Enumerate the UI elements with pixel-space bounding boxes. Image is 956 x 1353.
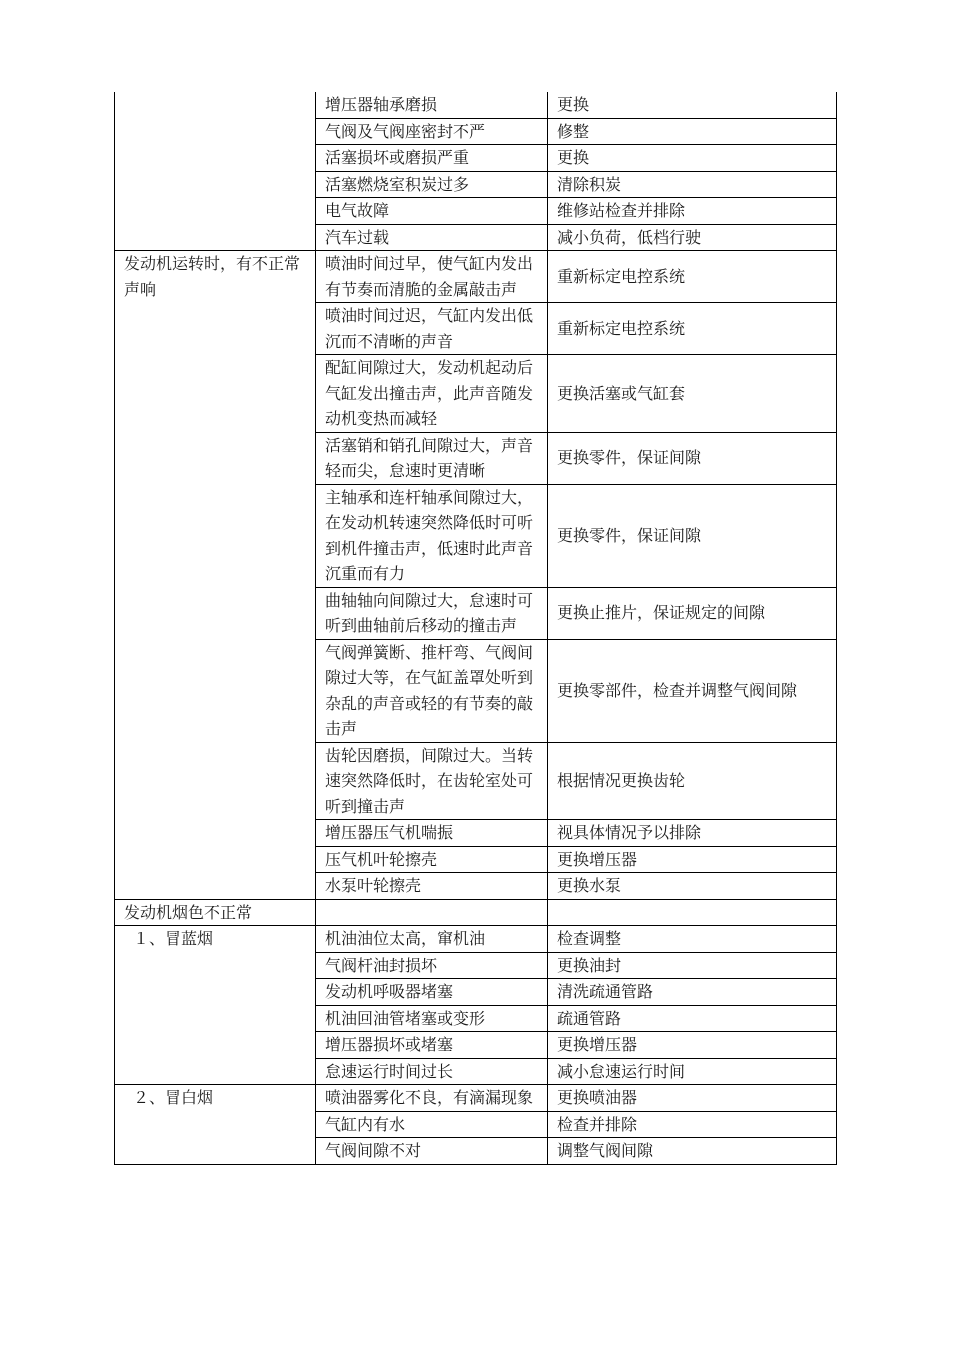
remedy-cell: 更换: [548, 145, 837, 172]
remedy-cell: 检查调整: [548, 926, 837, 953]
cause-cell: 喷油时间过早，使气缸内发出有节奏而清脆的金属敲击声: [316, 251, 548, 303]
cause-cell: 气阀间隙不对: [316, 1138, 548, 1165]
remedy-cell: 减小负荷，低档行驶: [548, 224, 837, 251]
cause-cell: 配缸间隙过大，发动机起动后气缸发出撞击声，此声音随发动机变热而减轻: [316, 355, 548, 433]
category-cell: １、冒蓝烟: [115, 926, 316, 1085]
remedy-cell: 重新标定电控系统: [548, 303, 837, 355]
cause-cell: 气阀及气阀座密封不严: [316, 118, 548, 145]
remedy-cell: 更换水泵: [548, 873, 837, 900]
remedy-cell: 视具体情况予以排除: [548, 820, 837, 847]
remedy-cell: 更换零件，保证间隙: [548, 484, 837, 587]
category-cell: 发动机运转时，有不正常声响: [115, 251, 316, 900]
table-row: [115, 926, 837, 953]
remedy-cell: 调整气阀间隙: [548, 1138, 837, 1165]
cause-cell: 电气故障: [316, 198, 548, 225]
remedy-cell: 更换零件，保证间隙: [548, 432, 837, 484]
table-row: [115, 251, 837, 303]
remedy-cell: 疏通管路: [548, 1005, 837, 1032]
cause-cell: 活塞燃烧室积炭过多: [316, 171, 548, 198]
cause-cell: 活塞损坏或磨损严重: [316, 145, 548, 172]
cause-cell: 增压器压气机喘振: [316, 820, 548, 847]
remedy-cell: 更换增压器: [548, 1032, 837, 1059]
cause-cell: 曲轴轴向间隙过大，怠速时可听到曲轴前后移动的撞击声: [316, 587, 548, 639]
fault-table: [114, 92, 837, 1165]
cause-cell: 气阀弹簧断、推杆弯、气阀间隙过大等，在气缸盖罩处听到杂乱的声音或轻的有节奏的敲击声: [316, 639, 548, 742]
table-row: [115, 1085, 837, 1112]
remedy-cell: 减小怠速运行时间: [548, 1058, 837, 1085]
cause-cell: 增压器轴承磨损: [316, 92, 548, 118]
remedy-cell: 根据情况更换齿轮: [548, 742, 837, 820]
category-cell: [115, 92, 316, 251]
cause-cell: [316, 899, 548, 926]
cause-cell: 机油回油管堵塞或变形: [316, 1005, 548, 1032]
cause-cell: 增压器损坏或堵塞: [316, 1032, 548, 1059]
cause-cell: 机油油位太高，窜机油: [316, 926, 548, 953]
remedy-cell: 更换油封: [548, 952, 837, 979]
cause-cell: 水泵叶轮擦壳: [316, 873, 548, 900]
cause-cell: 怠速运行时间过长: [316, 1058, 548, 1085]
cause-cell: 喷油器雾化不良，有滴漏现象: [316, 1085, 548, 1112]
remedy-cell: 更换止推片，保证规定的间隙: [548, 587, 837, 639]
remedy-cell: 重新标定电控系统: [548, 251, 837, 303]
cause-cell: 气阀杆油封损坏: [316, 952, 548, 979]
table-row: [115, 899, 837, 926]
category-cell: ２、冒白烟: [115, 1085, 316, 1165]
remedy-cell: 清洗疏通管路: [548, 979, 837, 1006]
table-row: [115, 92, 837, 118]
remedy-cell: 更换喷油器: [548, 1085, 837, 1112]
remedy-cell: [548, 899, 837, 926]
cause-cell: 汽车过载: [316, 224, 548, 251]
remedy-cell: 维修站检查并排除: [548, 198, 837, 225]
cause-cell: 喷油时间过迟，气缸内发出低沉而不清晰的声音: [316, 303, 548, 355]
cause-cell: 气缸内有水: [316, 1111, 548, 1138]
remedy-cell: 更换增压器: [548, 846, 837, 873]
category-cell: 发动机烟色不正常: [115, 899, 316, 926]
remedy-cell: 清除积炭: [548, 171, 837, 198]
cause-cell: 发动机呼吸器堵塞: [316, 979, 548, 1006]
remedy-cell: 修整: [548, 118, 837, 145]
remedy-cell: 更换零部件，检查并调整气阀间隙: [548, 639, 837, 742]
remedy-cell: 更换: [548, 92, 837, 118]
cause-cell: 齿轮因磨损，间隙过大。当转速突然降低时，在齿轮室处可听到撞击声: [316, 742, 548, 820]
cause-cell: 活塞销和销孔间隙过大，声音轻而尖，怠速时更清晰: [316, 432, 548, 484]
cause-cell: 主轴承和连杆轴承间隙过大，在发动机转速突然降低时可听到机件撞击声，低速时此声音沉重而有力: [316, 484, 548, 587]
cause-cell: 压气机叶轮擦壳: [316, 846, 548, 873]
remedy-cell: 更换活塞或气缸套: [548, 355, 837, 433]
remedy-cell: 检查并排除: [548, 1111, 837, 1138]
